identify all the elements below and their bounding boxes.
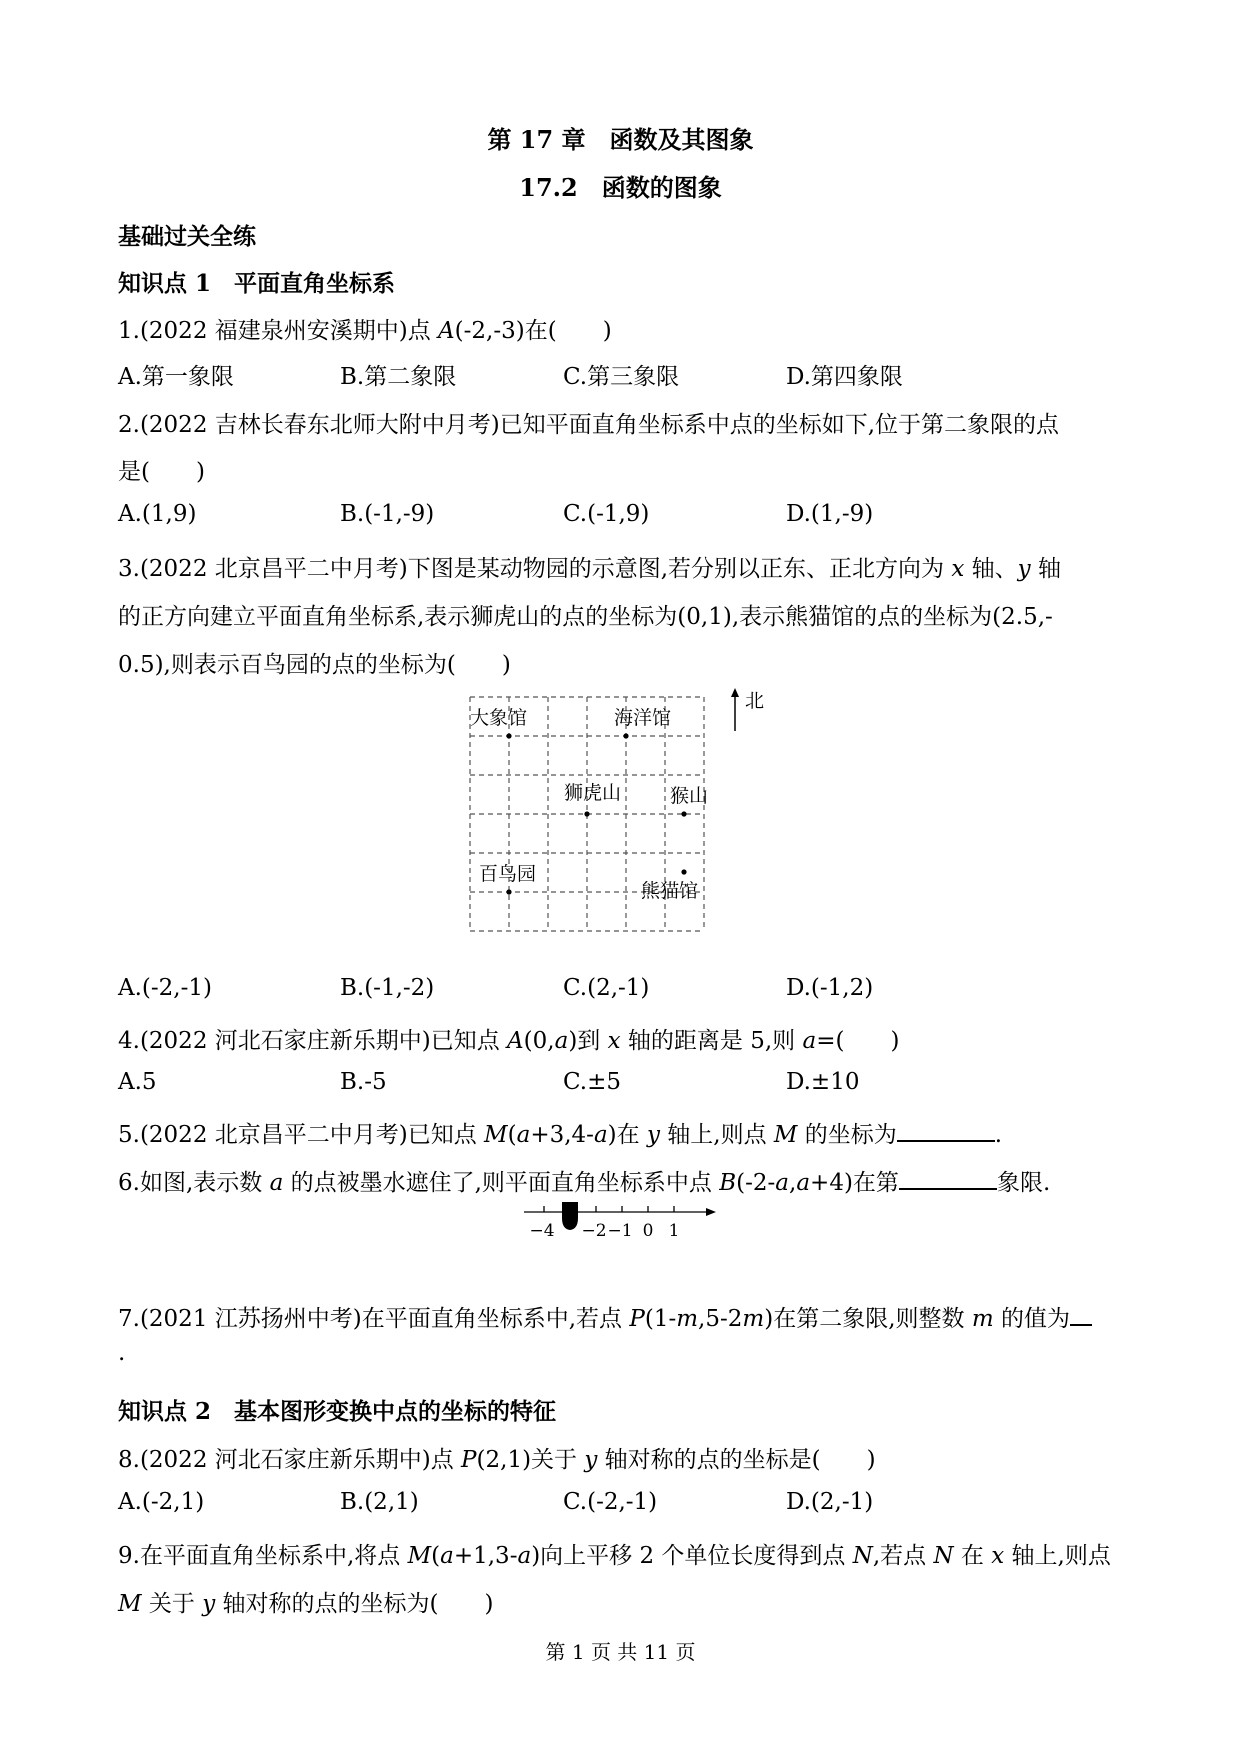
question-5: 5.(2022 北京昌平二中月考)已知点 M(a+3,4-a)在 y 轴上,则点 M 的坐标为 . xyxy=(118,1122,1003,1148)
ink-blot xyxy=(562,1202,578,1230)
q2-option-c: C.(-1,9) xyxy=(563,501,650,527)
ocean-hall-point xyxy=(623,733,628,738)
number-line-figure xyxy=(520,1196,720,1246)
page-footer: 第 1 页 共 11 页 xyxy=(545,1640,696,1664)
q5-answer-blank[interactable] xyxy=(897,1120,995,1142)
q2-option-b: B.(-1,-9) xyxy=(340,501,435,527)
question-9-line-1: 9.在平面直角坐标系中,将点 M(a+1,3-a)向上平移 2 个单位长度得到点 N,若点 N 在 x 轴上,则点 xyxy=(118,1543,1111,1569)
tick-label: 1 xyxy=(668,1221,680,1241)
elephant-hall-point xyxy=(506,733,511,738)
tick-label: −4 xyxy=(529,1221,555,1241)
knowledge-point-1: 知识点 1 平面直角坐标系 xyxy=(118,270,396,297)
zoo-map-figure xyxy=(460,686,770,936)
monkey-hill-point xyxy=(681,811,686,816)
q8-option-b: B.(2,1) xyxy=(340,1489,419,1515)
question-3-line-1: 3.(2022 北京昌平二中月考)下图是某动物园的示意图,若分别以正东、正北方向为 x 轴、y 轴 xyxy=(118,556,1061,582)
question-8: 8.(2022 河北石家庄新乐期中)点 P(2,1)关于 y 轴对称的点的坐标是( ) xyxy=(118,1447,876,1473)
label-panda-hall: 熊猫馆 xyxy=(641,880,699,902)
lion-tiger-hill-point xyxy=(584,811,589,816)
question-7-end: . xyxy=(118,1340,126,1366)
question-9-line-2: M 关于 y 轴对称的点的坐标为( ) xyxy=(118,1591,494,1617)
q8-option-c: C.(-2,-1) xyxy=(563,1489,658,1515)
label-ocean-hall: 海洋馆 xyxy=(614,707,672,729)
q1-option-b: B.第二象限 xyxy=(340,364,457,390)
q8-option-d: D.(2,-1) xyxy=(786,1489,874,1515)
question-7: 7.(2021 江苏扬州中考)在平面直角坐标系中,若点 P(1-m,5-2m)在第二象限,则整数 m 的值为 xyxy=(118,1300,1092,1333)
tick-label: −1 xyxy=(607,1221,633,1241)
exercise-heading: 基础过关全练 xyxy=(118,223,256,250)
question-3-line-2: 的正方向建立平面直角坐标系,表示狮虎山的点的坐标为(0,1),表示熊猫馆的点的坐标为(2.5,- xyxy=(118,604,1053,630)
tick-label: −2 xyxy=(581,1221,607,1241)
label-monkey-hill: 猴山 xyxy=(670,785,709,807)
bird-park-point xyxy=(506,889,511,894)
question-6: 6.如图,表示数 a 的点被墨水遮住了,则平面直角坐标系中点 B(-2-a,a+4)在第 象限. xyxy=(118,1170,1051,1196)
q1-option-d: D.第四象限 xyxy=(786,364,903,390)
q4-option-c: C.±5 xyxy=(563,1069,621,1095)
q2-option-a: A.(1,9) xyxy=(118,501,197,527)
tick-label: 0 xyxy=(642,1221,654,1241)
q1-option-a: A.第一象限 xyxy=(118,364,234,390)
q4-option-b: B.-5 xyxy=(340,1069,387,1095)
number-line-arrow-icon xyxy=(706,1208,716,1216)
north-arrow-icon xyxy=(731,688,739,731)
section-title: 17.2 函数的图象 xyxy=(519,173,722,202)
q6-answer-blank[interactable] xyxy=(899,1168,997,1190)
label-lion-tiger-hill: 狮虎山 xyxy=(564,782,622,804)
q2-option-d: D.(1,-9) xyxy=(786,501,874,527)
panda-hall-point xyxy=(681,869,686,874)
question-3-line-3: 0.5),则表示百鸟园的点的坐标为( ) xyxy=(118,652,511,678)
q3-option-c: C.(2,-1) xyxy=(563,975,650,1001)
label-north: 北 xyxy=(745,690,765,712)
q1-option-c: C.第三象限 xyxy=(563,364,680,390)
label-elephant-hall: 大象馆 xyxy=(470,707,528,729)
label-bird-park: 百鸟园 xyxy=(479,863,537,885)
chapter-title: 第 17 章 函数及其图象 xyxy=(487,125,754,154)
question-4: 4.(2022 河北石家庄新乐期中)已知点 A(0,a)到 x 轴的距离是 5,则 a=( ) xyxy=(118,1028,900,1054)
q4-option-d: D.±10 xyxy=(786,1069,860,1095)
q3-option-d: D.(-1,2) xyxy=(786,975,874,1001)
knowledge-point-2: 知识点 2 基本图形变换中点的坐标的特征 xyxy=(118,1398,557,1425)
question-2-line-1: 2.(2022 吉林长春东北师大附中月考)已知平面直角坐标系中点的坐标如下,位于第二象限的点 xyxy=(118,412,1060,438)
q4-option-a: A.5 xyxy=(118,1069,157,1095)
question-1: 1.(2022 福建泉州安溪期中)点 A(-2,-3)在( ) xyxy=(118,318,612,344)
q8-option-a: A.(-2,1) xyxy=(118,1489,205,1515)
q7-answer-blank[interactable] xyxy=(1070,1304,1092,1326)
q3-option-b: B.(-1,-2) xyxy=(340,975,435,1001)
question-2-line-2: 是( ) xyxy=(118,459,205,485)
q3-option-a: A.(-2,-1) xyxy=(118,975,212,1001)
